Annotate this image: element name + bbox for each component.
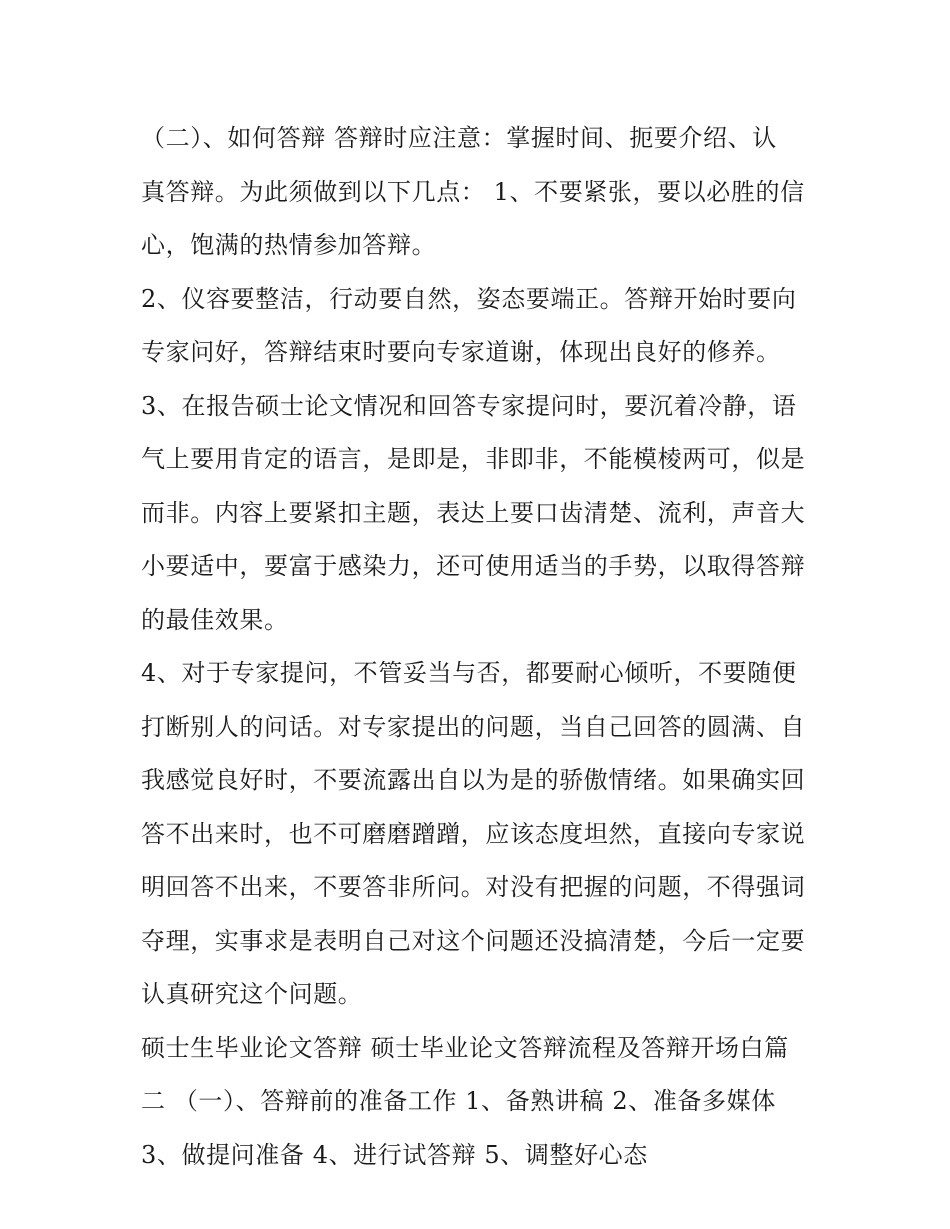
text-line: 真答辩。为此须做到以下几点： 1、不要紧张，要以必胜的信 — [141, 177, 805, 206]
text-line: 4、对于专家提问，不管妥当与否，都要耐心倾听，不要随便 — [141, 659, 797, 687]
paragraph-how-to-defend — [141, 112, 816, 273]
text-line: 二 （一）、答辩前的准备工作 1、备熟讲稿 2、准备多媒体 — [141, 1087, 776, 1115]
text-line: 认真研究这个问题。 — [141, 980, 363, 1008]
text-line: 而非。内容上要紧扣主题，表达上要口齿清楚、流利，声音大 — [141, 498, 806, 527]
paragraph-point-4 — [141, 647, 816, 1022]
text-line: 小要适中，要富于感染力，还可使用适当的手势，以取得答辩 — [141, 552, 806, 580]
text-line: 3、做提问准备 4、进行试答辩 5、调整好心态 — [141, 1140, 648, 1169]
document-body — [141, 112, 816, 1182]
text-line: 硕士生毕业论文答辩 硕士毕业论文答辩流程及答辩开场白篇 — [141, 1033, 789, 1062]
text-line: 专家问好，答辩结束时要向专家道谢，体现出良好的修养。 — [141, 338, 781, 366]
text-line: （二）、如何答辩 答辩时应注意：掌握时间、扼要介绍、认 — [141, 124, 777, 152]
text-line: 的最佳效果。 — [141, 605, 289, 634]
paragraph-point-3 — [141, 380, 816, 648]
text-line: 心，饱满的热情参加答辩。 — [141, 231, 437, 259]
text-line: 2、仪容要整洁，行动要自然，姿态要端正。答辩开始时要向 — [141, 284, 797, 313]
text-line: 打断别人的问话。对专家提出的问题，当自己回答的圆满、自 — [141, 712, 806, 741]
text-line: 夺理，实事求是表明自己对这个问题还没搞清楚，今后一定要 — [141, 926, 806, 955]
text-line: 明回答不出来，不要答非所问。对没有把握的问题，不得强词 — [141, 873, 806, 901]
text-line: 答不出来时，也不可磨磨蹭蹭，应该态度坦然，直接向专家说 — [141, 819, 806, 848]
paragraph-point-2 — [141, 273, 816, 380]
text-line: 3、在报告硕士论文情况和回答专家提问时，要沉着冷静，语 — [141, 391, 797, 420]
text-line: 气上要用肯定的语言，是即是，非即非，不能模棱两可，似是 — [141, 445, 806, 473]
text-line: 我感觉良好时，不要流露出自以为是的骄傲情绪。如果确实回 — [141, 766, 806, 794]
paragraph-part-two — [141, 1022, 816, 1183]
